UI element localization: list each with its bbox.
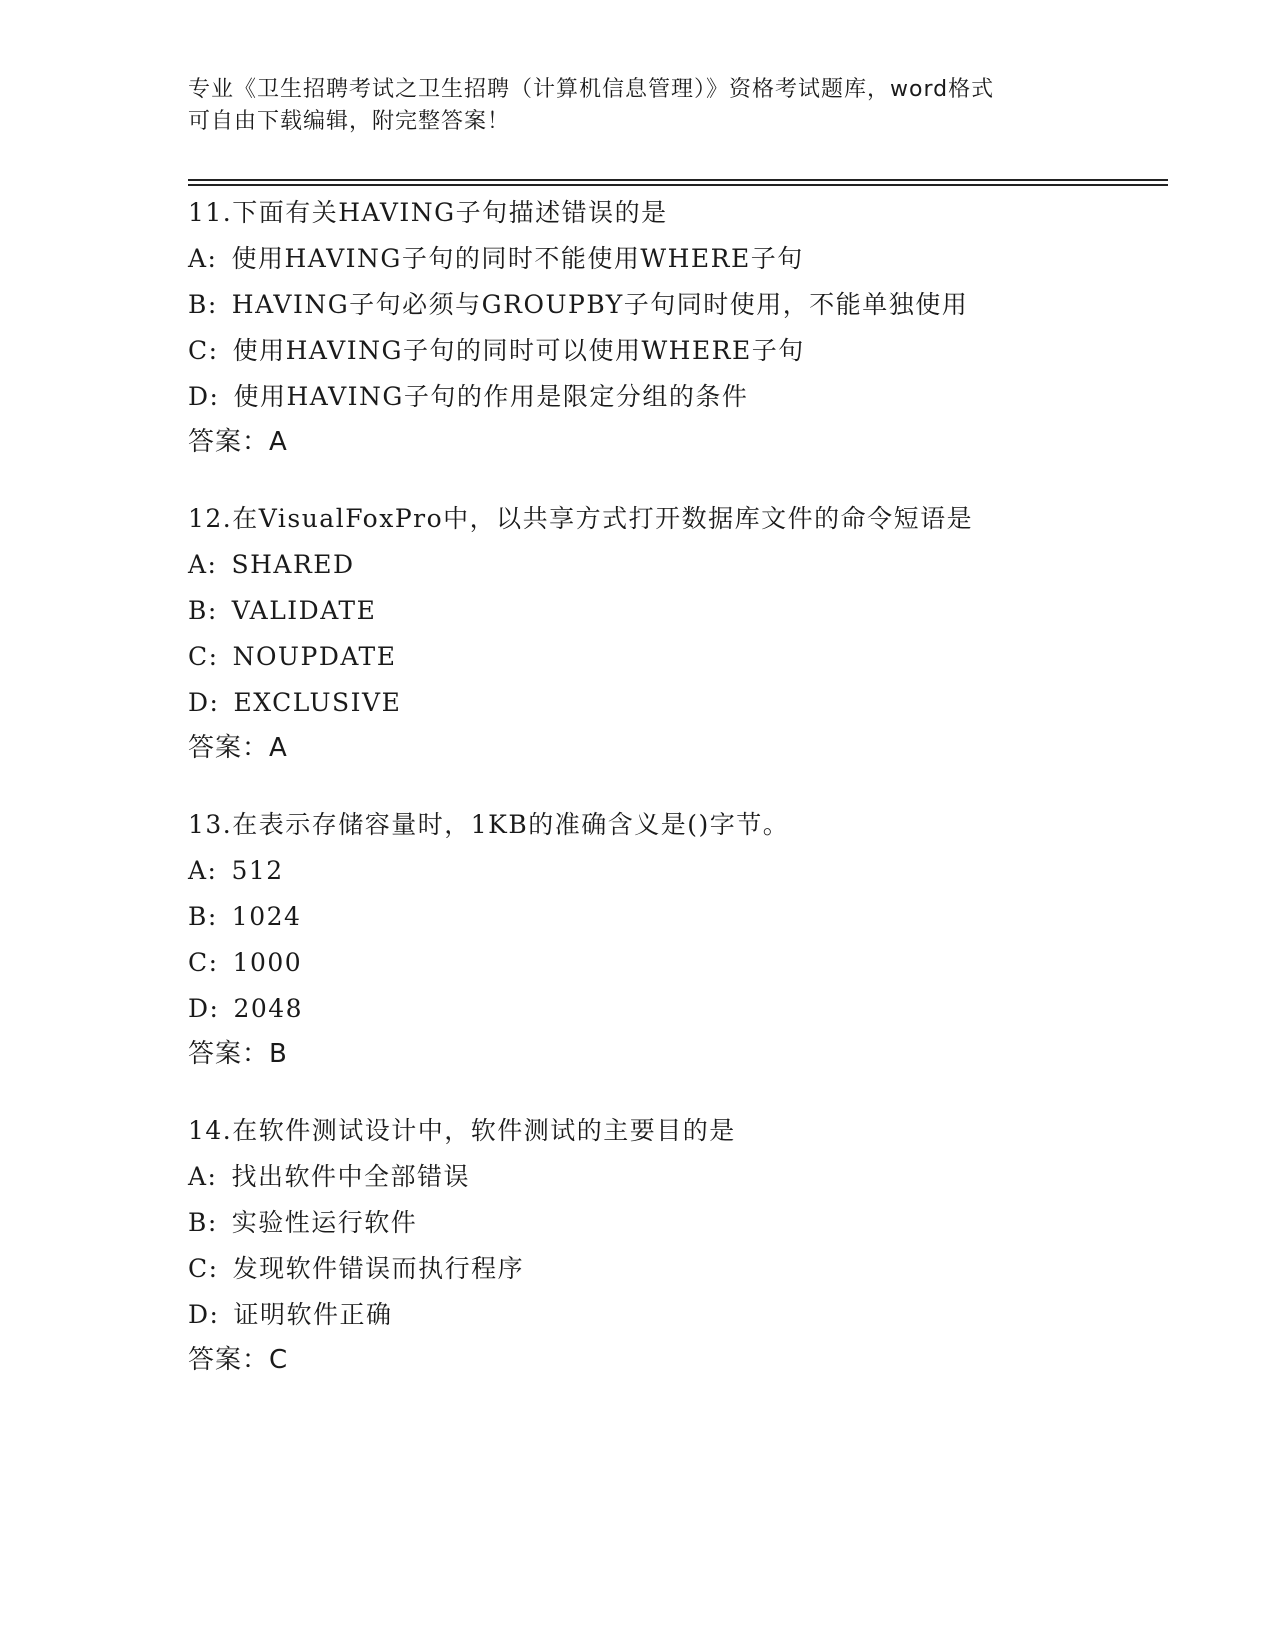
answer-label: 答案： [188, 1039, 270, 1069]
option-text: 1024 [231, 902, 302, 931]
option-letter: D: [188, 382, 220, 411]
option-b [188, 588, 1168, 634]
option-letter: A: [188, 856, 218, 885]
option-text: 找出软件中全部错误 [231, 1162, 470, 1191]
option-letter: B: [188, 290, 218, 319]
header-divider-bottom [188, 184, 1168, 186]
option-letter: C: [188, 642, 219, 671]
option-letter: B: [188, 596, 218, 625]
question-stem: 13.在表示存储容量时，1KB的准确含义是()字节。 [188, 810, 790, 839]
answer-label: 答案： [188, 1345, 270, 1375]
option-letter: A: [188, 550, 218, 579]
answer-value: A [269, 427, 288, 457]
question-stem: 11.下面有关HAVING子句描述错误的是 [188, 198, 668, 227]
option-text: 1000 [232, 948, 303, 977]
option-a [188, 542, 1168, 588]
question-12 [188, 496, 1168, 770]
option-a [188, 1154, 1168, 1200]
option-text: 使用HAVING子句的作用是限定分组的条件 [233, 382, 749, 411]
answer-value: C [269, 1345, 289, 1375]
answer-value: A [269, 733, 288, 763]
option-text: 512 [231, 856, 284, 885]
option-b [188, 282, 1168, 328]
header-line-1: 专业《卫生招聘考试之卫生招聘（计算机信息管理）》资格考试题库，word格式 [188, 77, 995, 102]
option-b [188, 1200, 1168, 1246]
option-text: 发现软件错误而执行程序 [232, 1254, 525, 1283]
answer-line [188, 1338, 1168, 1382]
option-letter: D: [188, 994, 220, 1023]
option-text: 实验性运行软件 [231, 1208, 418, 1237]
option-d [188, 374, 1168, 420]
option-letter: D: [188, 688, 220, 717]
option-d [188, 1292, 1168, 1338]
option-text: 使用HAVING子句的同时可以使用WHERE子句 [232, 336, 805, 365]
option-text: VALIDATE [231, 596, 377, 625]
option-text: NOUPDATE [232, 642, 397, 671]
option-letter: C: [188, 336, 219, 365]
option-letter: D: [188, 1300, 220, 1329]
document-header [188, 74, 1088, 138]
header-divider-top [188, 179, 1168, 181]
answer-line [188, 1032, 1168, 1076]
option-text: EXCLUSIVE [233, 688, 402, 717]
question-14 [188, 1108, 1168, 1382]
option-b [188, 894, 1168, 940]
option-d [188, 986, 1168, 1032]
option-letter: B: [188, 1208, 218, 1237]
option-c [188, 1246, 1168, 1292]
option-a [188, 236, 1168, 282]
answer-line [188, 726, 1168, 770]
option-letter: B: [188, 902, 218, 931]
option-letter: C: [188, 1254, 219, 1283]
option-d [188, 680, 1168, 726]
answer-value: B [269, 1039, 288, 1069]
option-text: 2048 [233, 994, 304, 1023]
option-text: HAVING子句必须与GROUPBY子句同时使用，不能单独使用 [231, 290, 969, 319]
option-c [188, 940, 1168, 986]
option-c [188, 328, 1168, 374]
answer-label: 答案： [188, 733, 270, 763]
option-text: SHARED [231, 550, 355, 579]
question-13 [188, 802, 1168, 1076]
option-text: 使用HAVING子句的同时不能使用WHERE子句 [231, 244, 804, 273]
question-list [188, 190, 1168, 1414]
answer-line [188, 420, 1168, 464]
question-stem: 14.在软件测试设计中，软件测试的主要目的是 [188, 1116, 736, 1145]
question-11 [188, 190, 1168, 464]
header-line-2: 可自由下载编辑，附完整答案！ [188, 109, 511, 134]
answer-label: 答案： [188, 427, 270, 457]
option-text: 证明软件正确 [233, 1300, 393, 1329]
option-letter: C: [188, 948, 219, 977]
option-letter: A: [188, 1162, 218, 1191]
option-letter: A: [188, 244, 218, 273]
option-a [188, 848, 1168, 894]
question-stem: 12.在VisualFoxPro中，以共享方式打开数据库文件的命令短语是 [188, 504, 974, 533]
option-c [188, 634, 1168, 680]
